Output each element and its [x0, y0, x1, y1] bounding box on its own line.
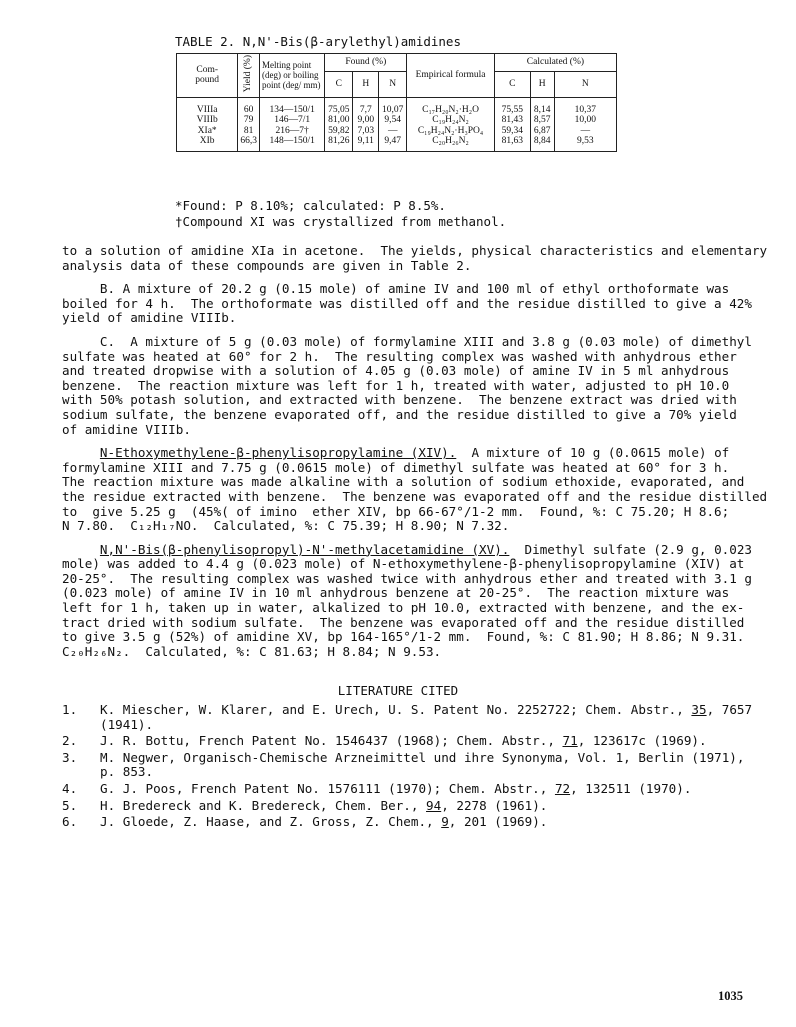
paragraph: N-Ethoxymethylene-β-phenylisopropylamine (XIV). A mixture of 10 g (0.0615 mole) of formylamine XIII and 7.75 g (0.0615 mole) of dimethyl sulfate was heated at 60° for 3 h. The reaction mixture was made alkaline with a solution of sodium ethoxide, evaporated, and the residue extracted with benzene. The benzene was evaporated off and the residue distilled to give 5.25 g (45%( of imino ether XIV, bp 66-67°/1-2 mm. Found, %: C 75.20; H 8.6; N 7.80. C₁₂H₁₇NO. Calculated, %: C 75.39; H 8.90; N 7.32. — [62, 445, 768, 534]
cell-yield: 79 — [238, 115, 260, 126]
cell-mp: 146—7/1 — [259, 115, 324, 126]
footnote-found: *Found: P 8.10%; calculated: P 8.5%. — [175, 198, 446, 213]
cell-calc-c: 75,55 — [494, 97, 530, 115]
cell-yield: 60 — [238, 97, 260, 115]
header-empirical-formula: Empirical formula — [407, 54, 495, 98]
reference-item: 6. J. Gloede, Z. Haase, and Z. Gross, Z. Chem., 9, 201 (1969). — [62, 814, 548, 830]
header-calculated: Calculated (%) — [494, 54, 616, 72]
paragraph: N,N'-Bis(β-phenylisopropyl)-N'-methylacetamidine (XV). Dimethyl sulfate (2.9 g, 0.023 mole) was added to 4.4 g (0.023 mole) of N-ethoxymethylene-β-phenylisopropylamine (XIV) at 20-25°. The resulting complex was washed twice with anhydrous ether and treated with 3.1 g (0.023 mole) of amine IV in 10 ml anhydrous benzene at 20-25°. The reaction mixture was left for 1 h, taken up in water, alkalized to pH 10.0, extracted with benzene, and the ex- tract dried with sodium sulfate. The benzene was evaporated off and the residue distilled to give 3.5 g (52%) of amidine XV, bp 164-165°/1-2 mm. Found, %: C 81.90; H 8.86; N 9.31. C₂₀H₂₆N₂. Calculated, %: C 81.63; H 8.84; N 9.53. — [62, 541, 752, 659]
header-found-h: H — [353, 71, 379, 97]
paragraph: B. A mixture of 20.2 g (0.15 mole) of amine IV and 100 ml of ethyl orthoformate was boiled for 4 h. The orthoformate was distilled off and the residue distilled to give a 42% yield of amidine VIIIb. — [62, 281, 752, 326]
reference-item: 3. M. Negwer, Organisch-Chemische Arzneimittel und ihre Synonyma, Vol. 1, Berlin (1971), p. 853. — [62, 749, 745, 780]
reference-item: 4. G. J. Poos, French Patent No. 1576111 (1970); Chem. Abstr., 72, 132511 (1970). — [62, 780, 692, 796]
table-row — [177, 97, 617, 115]
reference-item: 2. J. R. Bottu, French Patent No. 1546437 (1968); Chem. Abstr., 71, 123617c (1969). — [62, 733, 707, 749]
header-melting-point: Melting point (deg) or boiling point (deg/ mm) — [259, 54, 324, 98]
cell-found-h: 9,11 — [353, 136, 379, 151]
cell-formula: C₁₇H₂₀N₂·H₂O — [407, 97, 495, 115]
literature-heading: LITERATURE CITED — [337, 683, 459, 698]
header-found: Found (%) — [325, 54, 407, 72]
cell-found-c: 81,00 — [325, 115, 353, 126]
header-found-c: C — [325, 71, 353, 97]
header-calc-c: C — [494, 71, 530, 97]
section-title-xv: N,N'-Bis(β-phenylisopropyl)-N'-methylacetamidine (XV). — [99, 541, 510, 557]
cell-calc-c: 81,43 — [494, 115, 530, 126]
table-row — [177, 136, 617, 151]
header-calc-h: H — [530, 71, 554, 97]
cell-calc-h: 8,14 — [530, 97, 554, 115]
cell-found-h: 9,00 — [353, 115, 379, 126]
section-title-xiv: N-Ethoxymethylene-β-phenylisopropylamine (XIV). — [99, 445, 457, 461]
cell-found-h: 7,7 — [353, 97, 379, 115]
cell-calc-c: 59,34 — [494, 126, 530, 137]
cell-found-c: 75,05 — [325, 97, 353, 115]
header-yield: Yield (%) — [238, 54, 260, 98]
cell-compound: VIIIa — [177, 97, 238, 115]
cell-mp: 148—150/1 — [259, 136, 324, 151]
table-caption: TABLE 2. N,N'-Bis(β-arylethyl)amidines — [175, 34, 461, 49]
cell-compound: XIa* — [177, 126, 238, 137]
cell-calc-n: 9,53 — [554, 136, 616, 151]
cell-compound: VIIIb — [177, 115, 238, 126]
cell-formula: C₁₉H₂₄N₂·H₃PO₄ — [407, 126, 495, 137]
header-compound: Com- pound — [177, 54, 238, 98]
cell-found-c: 81,26 — [325, 136, 353, 151]
cell-found-n: — — [379, 126, 407, 137]
cell-compound: XIb — [177, 136, 238, 151]
paragraph: C. A mixture of 5 g (0.03 mole) of formylamine XIII and 3.8 g (0.03 mole) of dimethyl sulfate was heated at 60° for 2 h. The resulting complex was washed with anhydrous ether and treated dropwise with a solution of 4.05 g (0.03 mole) of amine IV in 5 ml anhydrous benzene. The reaction mixture was left for 1 h, treated with water, adjusted to pH 10.0 with 50% potash solution, and extracted with benzene. The benzene extract was dried with sodium sulfate, the benzene evaporated off, and the residue distilled to give a 70% yield of amidine VIIIb. — [62, 333, 752, 437]
cell-formula: C₂₀H₂₆N₂ — [407, 136, 495, 151]
cell-formula: C₁₉H₂₄N₂ — [407, 115, 495, 126]
body-text — [62, 243, 768, 668]
table-footnotes — [175, 198, 506, 230]
cell-found-n: 9,54 — [379, 115, 407, 126]
cell-calc-n: — — [554, 126, 616, 137]
reference-item: 1. K. Miescher, W. Klarer, and E. Urech, U. S. Patent No. 2252722; Chem. Abstr., 35, 7657 (1941). — [62, 702, 753, 732]
cell-calc-h: 8,57 — [530, 115, 554, 126]
cell-found-h: 7,03 — [353, 126, 379, 137]
cell-found-c: 59,82 — [325, 126, 353, 137]
amidines-table — [176, 53, 617, 152]
cell-found-n: 10,07 — [379, 97, 407, 115]
cell-calc-c: 81,63 — [494, 136, 530, 151]
cell-yield: 66,3 — [238, 136, 260, 151]
table-row — [177, 115, 617, 126]
cell-mp: 134—150/1 — [259, 97, 324, 115]
cell-calc-h: 8,84 — [530, 136, 554, 151]
table-row — [177, 126, 617, 137]
cell-yield: 81 — [238, 126, 260, 137]
footnote-crystallized: †Compound XI was crystallized from methanol. — [175, 214, 507, 229]
cell-calc-n: 10,37 — [554, 97, 616, 115]
cell-calc-h: 6,87 — [530, 126, 554, 137]
reference-list — [62, 703, 752, 832]
cell-calc-n: 10,00 — [554, 115, 616, 126]
cell-mp: 216—7† — [259, 126, 324, 137]
page-number: 1035 — [718, 989, 743, 1003]
paragraph: to a solution of amidine XIa in acetone. The yields, physical characteristics and elementary analysis data of these compounds are given in Table 2. — [62, 243, 768, 273]
header-calc-n: N — [554, 71, 616, 97]
cell-found-n: 9,47 — [379, 136, 407, 151]
reference-item: 5. H. Bredereck and K. Bredereck, Chem. Ber., 94, 2278 (1961). — [62, 797, 548, 813]
header-found-n: N — [379, 71, 407, 97]
